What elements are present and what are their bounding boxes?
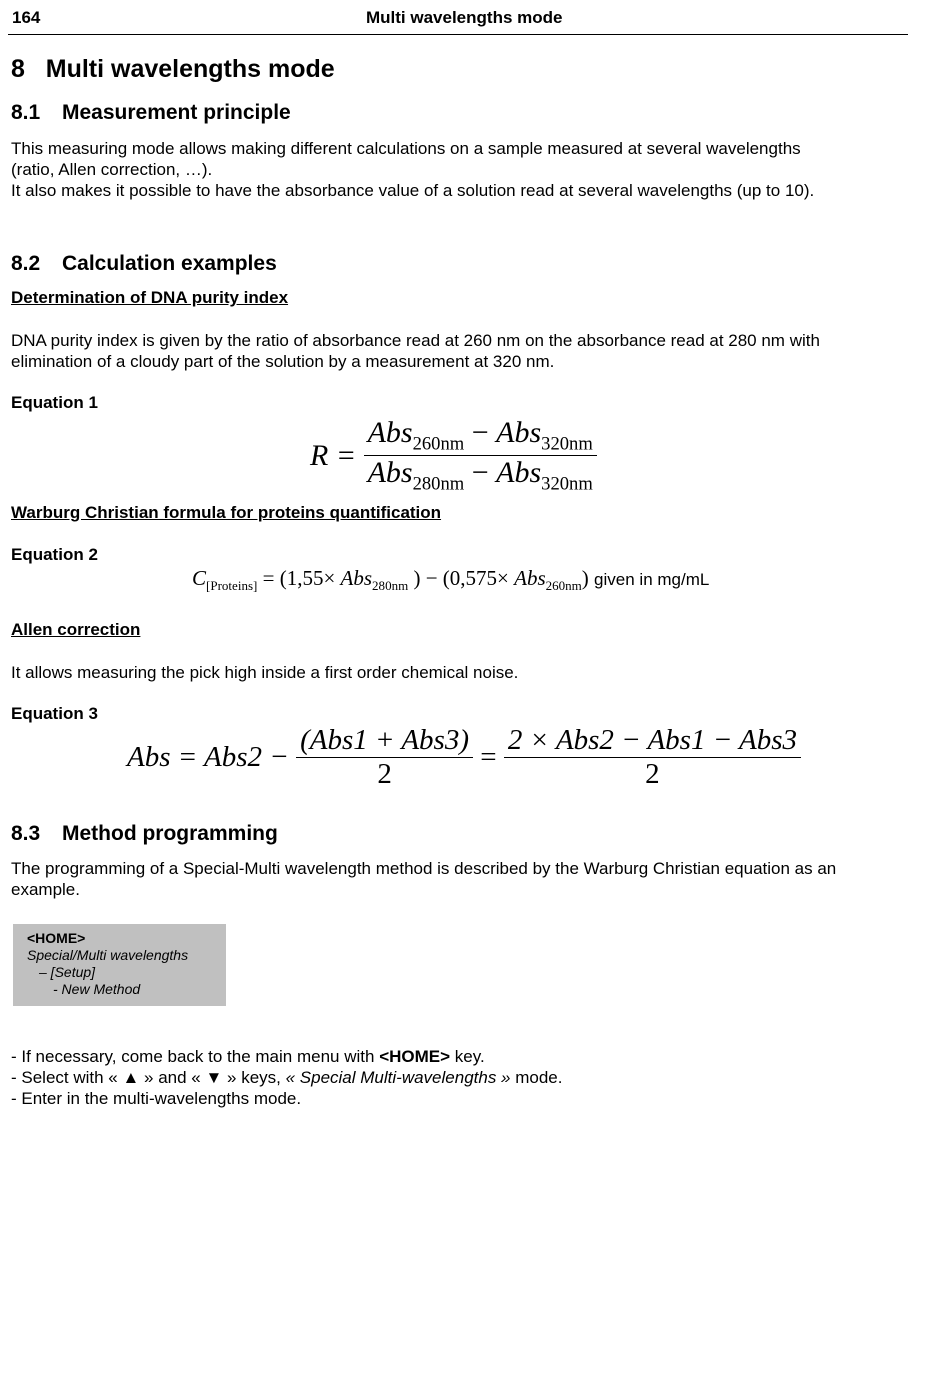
subscript: 280nm	[372, 578, 409, 594]
abs-symbol: Abs	[340, 566, 373, 590]
subscript: 280nm	[412, 473, 465, 495]
step-text: - If necessary, come back to the main menu with	[11, 1047, 380, 1066]
eq3-numerator-2: 2 × Abs2 − Abs1 − Abs3	[507, 724, 797, 756]
abs-symbol: Abs	[514, 566, 546, 590]
mode-name: « Special Multi-wavelengths »	[285, 1068, 511, 1087]
equation-3	[127, 724, 801, 791]
text-line: DNA purity index is given by the ratio of absorbance read at 260 nm on the absorbance read at 280 nm with	[11, 331, 820, 350]
step-3: - Enter in the multi-wavelengths mode.	[11, 1089, 302, 1108]
step-text: key.	[450, 1047, 485, 1066]
eq3-numerator-1: (Abs1 + Abs3)	[300, 724, 469, 756]
section-number: 8.2	[11, 252, 41, 275]
step-2	[11, 1067, 563, 1088]
eq3-denominator-1: 2	[377, 758, 392, 790]
home-key: <HOME>	[379, 1047, 451, 1066]
eq1-denominator	[364, 456, 597, 495]
text-line: The programming of a Special-Multi wavelength method is described by the Warburg Christian equation as an	[11, 859, 837, 878]
method-programming-text	[11, 858, 911, 900]
subscript: 320nm	[541, 473, 593, 495]
equation-3-label: Equation 3	[11, 704, 98, 723]
menu-item: - New Method	[53, 981, 141, 997]
subscript: [Proteins]	[206, 578, 258, 594]
step-text: - Select with « ▲ » and « ▼ » keys,	[11, 1068, 286, 1087]
eq3-fraction-2	[504, 724, 801, 791]
eq3-fraction-1	[296, 724, 473, 791]
menu-home: <HOME>	[27, 930, 86, 946]
text-line: elimination of a cloudy part of the solution by a measurement at 320 nm.	[11, 352, 555, 371]
eq1-lhs: R =	[310, 438, 357, 472]
minus-sign: −	[471, 456, 489, 490]
eq3-lhs: Abs = Abs2 −	[127, 741, 289, 773]
step-1	[11, 1046, 563, 1067]
section-heading-8-2	[11, 252, 277, 276]
subscript: 320nm	[541, 433, 593, 455]
eq1-numerator	[364, 416, 597, 455]
equation-2	[192, 566, 709, 594]
abs-symbol: Abs	[367, 416, 413, 449]
menu-item: Special/Multi wavelengths	[27, 947, 189, 963]
page-header	[8, 6, 908, 35]
step-text: mode.	[510, 1068, 563, 1087]
text-line: It also makes it possible to have the absorbance value of a solution read at several wavelengths (up to 10).	[11, 181, 815, 200]
eq2-unit-text: given in mg/mL	[594, 570, 710, 589]
section-title: Method programming	[62, 822, 278, 845]
allen-text: It allows measuring the pick high inside a first order chemical noise.	[11, 663, 519, 682]
equals-sign: =	[480, 741, 497, 773]
allen-heading: Allen correction	[11, 620, 141, 639]
eq2-part: ) − (0,575×	[413, 566, 509, 590]
c-symbol: C	[192, 566, 207, 590]
text-line: This measuring mode allows making different calculations on a sample measured at several wavelengths	[11, 139, 801, 158]
equation-1	[310, 416, 597, 496]
abs-symbol: Abs	[496, 416, 542, 449]
minus-sign: −	[471, 416, 489, 449]
eq3-denominator-2: 2	[645, 758, 660, 790]
section-title: Calculation examples	[62, 252, 277, 275]
chapter-title: 8 Multi wavelengths mode	[11, 55, 335, 83]
section-title: Measurement principle	[62, 101, 291, 124]
measurement-principle-text	[11, 138, 911, 201]
dna-purity-text	[11, 330, 911, 372]
text-line: (ratio, Allen correction, …).	[11, 160, 213, 179]
menu-path-box	[13, 924, 226, 1006]
equation-2-label: Equation 2	[11, 545, 98, 564]
section-number: 8.3	[11, 822, 41, 845]
abs-symbol: Abs	[496, 456, 542, 490]
subscript: 260nm	[412, 433, 465, 455]
subscript: 260nm	[545, 578, 582, 594]
equation-1-label: Equation 1	[11, 393, 98, 412]
running-title: Multi wavelengths mode	[366, 8, 563, 27]
text-line: example.	[11, 880, 80, 899]
section-heading-8-1	[11, 101, 291, 125]
dna-purity-heading: Determination of DNA purity index	[11, 288, 289, 307]
eq2-part: )	[581, 566, 589, 590]
procedure-steps	[11, 1046, 563, 1109]
warburg-heading: Warburg Christian formula for proteins quantification	[11, 503, 442, 522]
abs-symbol: Abs	[367, 456, 413, 490]
menu-item: – [Setup]	[39, 964, 96, 980]
page-number: 164	[12, 8, 41, 27]
section-number: 8.1	[11, 101, 41, 124]
eq1-fraction	[364, 416, 597, 496]
section-heading-8-3	[11, 822, 278, 846]
eq2-part: = (1,55×	[262, 566, 336, 590]
